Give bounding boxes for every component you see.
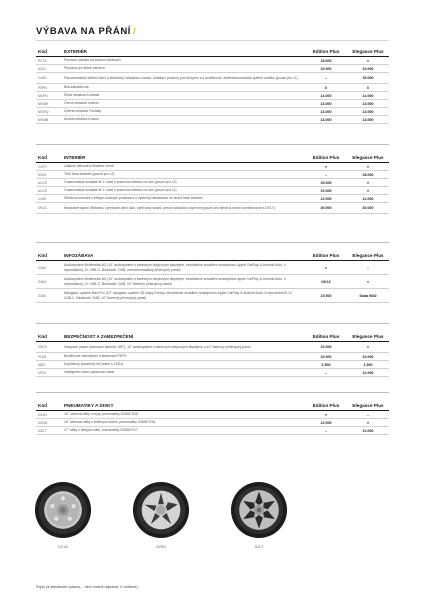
option-code: Z3A3 bbox=[38, 279, 47, 284]
column-edition-plus-header: Edition Plus bbox=[312, 252, 340, 258]
section-header bbox=[36, 331, 389, 341]
elegance-plus-price: ● bbox=[366, 188, 370, 193]
option-code: MXMB bbox=[38, 117, 49, 122]
edition-plus-price: 18.000 bbox=[320, 58, 332, 63]
option-description: Šedá metalíza Kontrast bbox=[64, 93, 100, 98]
edition-plus-price: 14.000 bbox=[320, 117, 332, 122]
option-description: Visiopark (zadní parkovací kamera 180°), 10" audiosystém s barevným dotykovým displejem a 10" barevný přístrojový panel bbox=[64, 344, 251, 349]
section-title: PNEUMATIKY A DISKY bbox=[64, 402, 114, 408]
table-row bbox=[36, 92, 389, 100]
option-code: PC76 bbox=[38, 58, 47, 63]
elegance-plus-price: 14.000 bbox=[362, 109, 374, 114]
elegance-plus-price: 14.000 bbox=[362, 93, 374, 98]
elegance-plus-price: ● bbox=[366, 420, 370, 425]
option-code: GU61 bbox=[38, 76, 47, 80]
option-description: 3 samostatná sedadla ve 2. řadě s posuvnou délkou na ose (pouze pro L2) bbox=[64, 180, 177, 185]
section-3 bbox=[36, 331, 389, 377]
option-description: Zelená metalíza Fantasy bbox=[64, 109, 102, 114]
edition-plus-price: 14.000 bbox=[320, 109, 332, 114]
option-description: Třetí řada sedadel (pouze pro L2) bbox=[64, 172, 115, 177]
elegance-plus-price: 28.000 bbox=[362, 172, 374, 177]
title-slash: / bbox=[133, 26, 137, 37]
column-code-header: Kód bbox=[38, 333, 47, 339]
option-description: Doplňkový dosahový kit (nutné s YD01) bbox=[64, 362, 124, 367]
section-header bbox=[36, 152, 389, 162]
option-description: Panoramatické střešní okno s elektricky ovládanou clonou, ukládací prostory pod stropem a s osvětlením, elektrochromatické zpětné zrcátko (pouze pro L1) bbox=[64, 75, 298, 80]
elegance-plus-price: 10.000 bbox=[362, 354, 374, 359]
section-title: EXTERIÉR bbox=[64, 48, 87, 54]
table-row bbox=[36, 73, 389, 84]
section-title: INFOZÁBAVA bbox=[64, 252, 94, 258]
column-code-header: Kód bbox=[38, 154, 47, 160]
wheel-image-steel bbox=[34, 481, 92, 539]
table-row bbox=[36, 65, 389, 73]
edition-plus-price: 10.000 bbox=[320, 354, 332, 359]
elegance-plus-price: ● bbox=[366, 279, 370, 284]
elegance-plus-price: – bbox=[367, 412, 369, 417]
option-code: DZLT bbox=[38, 428, 47, 433]
option-description: Látkové čalounění Brasilia, černé bbox=[64, 164, 114, 169]
edition-plus-price: 12.000 bbox=[320, 196, 332, 201]
option-code: UF02 bbox=[38, 370, 47, 375]
wheel-image-light-alloy bbox=[230, 481, 288, 539]
option-code: MOHQ bbox=[38, 109, 49, 114]
table-row bbox=[36, 163, 389, 171]
option-description: 16" ocelová ráfky s kryty, pneumatiky 205/60 R16 bbox=[64, 412, 139, 417]
option-code: GK13 bbox=[38, 345, 47, 349]
table-row bbox=[36, 195, 389, 203]
column-edition-plus-header: Edition Plus bbox=[312, 333, 340, 339]
column-code-header: Kód bbox=[38, 48, 47, 54]
wheel-image-alloy bbox=[132, 481, 190, 539]
edition-plus-price: 30.000 bbox=[320, 206, 332, 210]
wheel-label: DZSD bbox=[156, 545, 166, 549]
table-row bbox=[36, 289, 389, 303]
option-code: IA52 bbox=[38, 362, 45, 367]
option-description: 3 samostatná sedadla ve 2. řadě s posuvnou délkou na ose (pouze pro L1) bbox=[64, 188, 177, 193]
edition-plus-price: 14.000 bbox=[320, 101, 332, 106]
section-1 bbox=[36, 152, 389, 214]
option-description: Navigační systém Navi Pro (10" navigační systém 3D mapy Evropy, bezdrátové zrcadlení smartphonu Apple CarPlay & Android Auto, 6 reproduktorů, 2× USB-C, Bluetooth, DAB, 10" barevný přístrojový panel) bbox=[64, 291, 293, 300]
edition-plus-price: – bbox=[325, 76, 327, 80]
column-code-header: Kód bbox=[38, 252, 47, 258]
option-code: DK13 bbox=[38, 206, 47, 210]
elegance-plus-price: 14.000 bbox=[362, 117, 374, 122]
elegance-plus-price: ● bbox=[366, 345, 370, 349]
column-elegance-plus-header: Elegance Plus bbox=[352, 333, 384, 339]
edition-plus-price: 10.000 bbox=[320, 66, 332, 71]
section-header bbox=[36, 250, 389, 260]
elegance-plus-price: 12.000 bbox=[362, 370, 374, 375]
column-elegance-plus-header: Elegance Plus bbox=[352, 48, 384, 54]
option-code: ALDS bbox=[38, 180, 47, 185]
table-row bbox=[36, 171, 389, 179]
edition-plus-price: 15.500 bbox=[320, 293, 332, 298]
table-row bbox=[36, 261, 389, 275]
section-title: INTERIÉR bbox=[64, 154, 86, 160]
column-elegance-plus-header: Elegance Plus bbox=[352, 252, 384, 258]
elegance-plus-price: 12.000 bbox=[362, 196, 374, 201]
option-code: KN01 bbox=[38, 172, 47, 177]
wheel-label: DZ1N bbox=[58, 545, 68, 549]
elegance-plus-price: 25.000 bbox=[362, 76, 374, 80]
section-separator bbox=[36, 323, 389, 324]
elegance-plus-price: 0 bbox=[367, 85, 369, 90]
option-description: Příprava pro tažné zařízení bbox=[64, 66, 105, 71]
section-separator bbox=[36, 242, 389, 243]
table-row bbox=[36, 57, 389, 65]
column-edition-plus-header: Edition Plus bbox=[312, 402, 340, 408]
table-row bbox=[36, 427, 389, 435]
option-code: P0PB bbox=[38, 85, 47, 90]
table-row bbox=[36, 353, 389, 361]
option-code: CL80 bbox=[38, 196, 47, 201]
option-description: 16" slitinová ráfky s leštěným čelem, pneumatiky 205/60 R16 bbox=[64, 420, 156, 425]
table-row bbox=[36, 100, 389, 108]
edition-plus-price: GK13 bbox=[321, 279, 331, 284]
section-separator bbox=[36, 392, 389, 393]
option-code: Z3A2 bbox=[38, 265, 47, 270]
table-row bbox=[36, 369, 389, 377]
elegance-plus-price: 10.000 bbox=[362, 66, 374, 71]
edition-plus-price: 1.500 bbox=[321, 362, 331, 367]
section-separator bbox=[36, 144, 389, 145]
elegance-plus-price: Sada IN02 bbox=[359, 293, 377, 298]
edition-plus-price: ● bbox=[324, 164, 328, 169]
elegance-plus-price: – bbox=[367, 265, 369, 270]
option-code: DZ1N bbox=[38, 412, 47, 417]
table-row bbox=[36, 84, 389, 92]
option-code: Z3A4 bbox=[38, 293, 47, 298]
table-row bbox=[36, 187, 389, 195]
option-code: DZSD bbox=[38, 420, 48, 425]
option-description: Středová konzola s velkým úložným prostorem a výdechy klimatizace ve druhé řadě sedadel bbox=[64, 196, 203, 201]
section-0 bbox=[36, 46, 389, 124]
section-header bbox=[36, 400, 389, 410]
option-description: Audiosystém Multimedia 8G (10" audiosystém s barevným dotykovým displejem, bezdrátové zrcadlení smartphonu Apple CarPlay & Android Auto, 4 reproduktory, 2× USB-C, Bluetooth, DAB, 10" barevný přístrojový panel) bbox=[64, 277, 286, 286]
table-row bbox=[36, 275, 389, 289]
table-row bbox=[36, 116, 389, 124]
edition-plus-price: – bbox=[325, 370, 327, 375]
option-code: AQ11 bbox=[38, 66, 47, 71]
table-row bbox=[36, 342, 389, 353]
option-code: MOP4 bbox=[38, 93, 48, 98]
section-4 bbox=[36, 400, 389, 435]
page-title: VÝBAVA NA PŘÁNÍ / bbox=[36, 26, 137, 37]
column-edition-plus-header: Edition Plus bbox=[312, 48, 340, 54]
edition-plus-price: – bbox=[325, 172, 327, 177]
option-description: Audiosystém Multimedia 8G (10" audiosystém s barevným dotykovým displejem, bezdrátové zrcadlení smartphonu Apple CarPlay & Android Auto, 4 reproduktory, 2× USB-C, Bluetooth, DAB, monochromatický přístrojový panel) bbox=[64, 263, 286, 272]
column-elegance-plus-header: Elegance Plus bbox=[352, 154, 384, 160]
elegance-plus-price: 30.000 bbox=[362, 206, 374, 210]
elegance-plus-price: ● bbox=[366, 164, 370, 169]
option-code: YD01 bbox=[38, 354, 47, 359]
option-code: CGFY bbox=[38, 164, 48, 169]
option-description: Posuvné okénko na bočních stranách bbox=[64, 58, 121, 63]
top-rule bbox=[36, 40, 389, 41]
option-description: Bílá základní lak bbox=[64, 85, 89, 90]
table-row bbox=[36, 179, 389, 187]
option-code: ALDS bbox=[38, 188, 47, 193]
elegance-plus-price: 10.000 bbox=[362, 428, 374, 433]
option-description: Inteligentní zadní parkovací radar bbox=[64, 370, 115, 375]
option-code: MXNH bbox=[38, 101, 48, 106]
option-description: 17" ráfky z lehkých slitin, pneumatiky 205/55 R17 bbox=[64, 428, 138, 433]
table-row bbox=[36, 411, 389, 419]
elegance-plus-price: ● bbox=[366, 58, 370, 63]
column-code-header: Kód bbox=[38, 402, 47, 408]
wheel-label: DZLT bbox=[254, 545, 264, 549]
option-description: Modrá metalíza Kosmo bbox=[64, 117, 99, 122]
section-header bbox=[36, 46, 389, 56]
edition-plus-price: 10.000 bbox=[320, 345, 332, 349]
edition-plus-price: ● bbox=[324, 412, 328, 417]
elegance-plus-price: ● bbox=[366, 180, 370, 185]
section-2 bbox=[36, 250, 389, 303]
edition-plus-price: 14.000 bbox=[320, 93, 332, 98]
elegance-plus-price: 14.000 bbox=[362, 101, 374, 106]
footnote: Popis (● standardní výbava, – není možné objednat, 0 volitelné) bbox=[36, 585, 138, 589]
column-edition-plus-header: Edition Plus bbox=[312, 154, 340, 160]
edition-plus-price: 10.000 bbox=[320, 188, 332, 193]
column-elegance-plus-header: Elegance Plus bbox=[352, 402, 384, 408]
table-row bbox=[36, 203, 389, 214]
table-row bbox=[36, 419, 389, 427]
edition-plus-price: – bbox=[325, 428, 327, 433]
option-description: Černá metalíza Karbon bbox=[64, 101, 99, 106]
edition-plus-price: 0 bbox=[325, 85, 327, 90]
edition-plus-price: ● bbox=[324, 265, 328, 270]
table-row bbox=[36, 108, 389, 116]
option-description: Nezávislé topení Webasto, vyhřívané čelní sklo, vyhřívaný volant, přední sedadla s topením (pouze pro diesel a verze kombinované s DX17) bbox=[64, 205, 275, 210]
elegance-plus-price: 1.500 bbox=[363, 362, 373, 367]
option-description: Bezklíčové odemykání a startování PEPS bbox=[64, 354, 127, 359]
table-row bbox=[36, 361, 389, 369]
edition-plus-price: 12.000 bbox=[320, 420, 332, 425]
section-title: BEZPEČNOST A ZABEZPEČENÍ bbox=[64, 333, 134, 339]
edition-plus-price: 25.000 bbox=[320, 180, 332, 185]
